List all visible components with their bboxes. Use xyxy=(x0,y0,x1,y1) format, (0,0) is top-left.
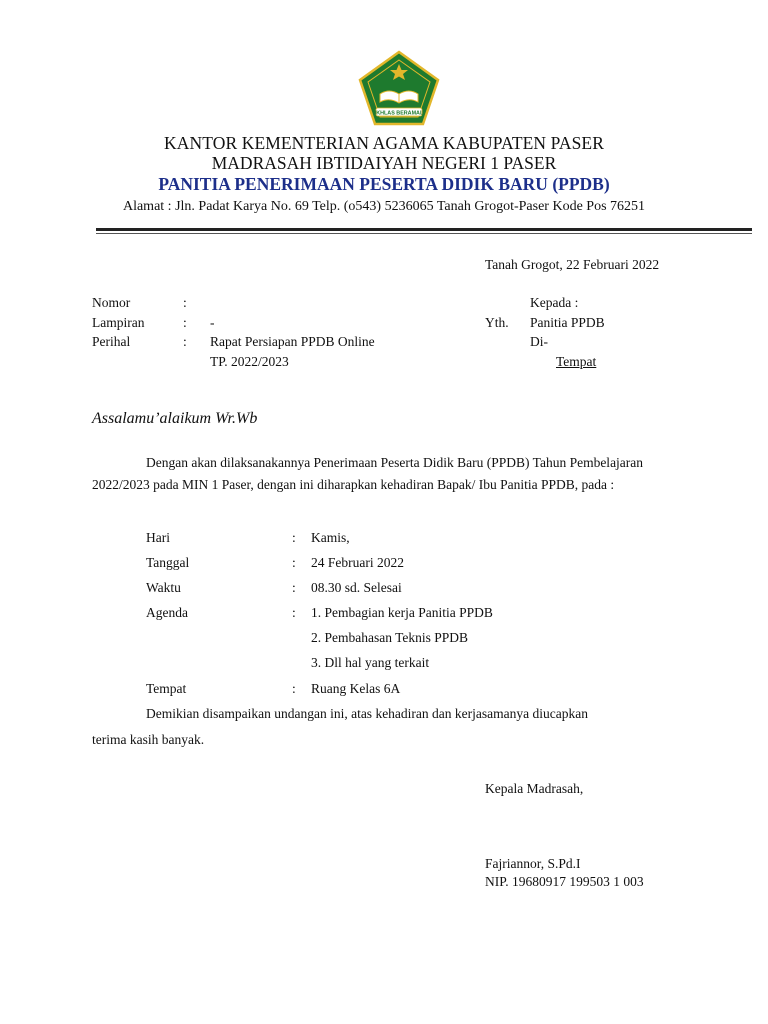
recipient-yth: Yth. xyxy=(485,315,509,330)
recipient-kepada: Kepada : xyxy=(530,295,579,310)
signature-name: Fajriannor, S.Pd.I xyxy=(485,856,581,871)
agenda-item: 1. Pembagian kerja Panitia PPDB xyxy=(311,605,493,620)
perihal-line1: Rapat Persiapan PPDB Online xyxy=(210,334,375,349)
closing-line2: terima kasih banyak. xyxy=(92,732,205,747)
letterhead-divider-thick xyxy=(96,228,752,231)
tanggal-label: Tanggal xyxy=(146,555,190,570)
signature-nip: NIP. 19680917 199503 1 003 xyxy=(485,874,644,889)
perihal-line2: TP. 2022/2023 xyxy=(210,354,289,369)
date-place: Tanah Grogot, 22 Februari 2022 xyxy=(485,257,660,272)
greeting: Assalamu’alaikum Wr.Wb xyxy=(92,410,258,427)
recipient-di: Di- xyxy=(530,334,548,349)
lampiran-value: - xyxy=(210,315,215,330)
agenda-label: Agenda xyxy=(146,605,188,620)
opening-text: Dengan akan dilaksanakannya Penerimaan Peserta Didik Baru (PPDB) Tahun Pembelajaran 2022/2023 pada MIN 1 Paser, dengan ini diharapkan kehadiran Bapak/ Ibu Panitia PPDB, pada : xyxy=(92,455,644,492)
nomor-label: Nomor xyxy=(92,295,131,310)
hari-value: Kamis, xyxy=(311,530,350,545)
letterhead-office: KANTOR KEMENTERIAN AGAMA KABUPATEN PASER xyxy=(164,133,604,153)
tempat-value: Ruang Kelas 6A xyxy=(311,681,401,696)
recipient-name: Panitia PPDB xyxy=(530,315,605,330)
tempat-label: Tempat xyxy=(146,681,187,696)
tanggal-value: 24 Februari 2022 xyxy=(311,555,404,570)
agenda-item: 2. Pembahasan Teknis PPDB xyxy=(311,630,469,645)
signature-title: Kepala Madrasah, xyxy=(485,781,584,796)
waktu-colon: : xyxy=(292,580,296,595)
hari-colon: : xyxy=(292,530,296,545)
lampiran-label: Lampiran xyxy=(92,315,145,330)
logo-caption: IKHLAS BERAMAL xyxy=(374,110,424,117)
perihal-colon: : xyxy=(183,334,187,349)
letterhead-address: Alamat : Jln. Padat Karya No. 69 Telp. (o543) 5236065 Tanah Grogot-Paser Kode Pos 76251 xyxy=(122,199,646,214)
waktu-label: Waktu xyxy=(146,580,181,595)
nomor-colon: : xyxy=(183,295,187,310)
tanggal-colon: : xyxy=(292,555,296,570)
kementerian-agama-emblem-icon xyxy=(356,50,442,126)
letterhead-committee: PANITIA PENERIMAAN PESERTA DIDIK BARU (PPDB) xyxy=(158,174,610,194)
letterhead-divider-thin xyxy=(96,233,752,234)
letterhead-school: MADRASAH IBTIDAIYAH NEGERI 1 PASER xyxy=(211,153,557,173)
hari-label: Hari xyxy=(146,530,170,545)
recipient-tempat: Tempat xyxy=(556,354,597,369)
lampiran-colon: : xyxy=(183,315,187,330)
waktu-value: 08.30 sd. Selesai xyxy=(311,580,402,595)
tempat-colon: : xyxy=(292,681,296,696)
closing-line1: Demikian disampaikan undangan ini, atas kehadiran dan kerjasamanya diucapkan xyxy=(146,706,588,721)
perihal-label: Perihal xyxy=(92,334,131,349)
agenda-item: 3. Dll hal yang terkait xyxy=(311,655,430,670)
opening-paragraph xyxy=(92,452,704,496)
agenda-colon: : xyxy=(292,605,296,620)
